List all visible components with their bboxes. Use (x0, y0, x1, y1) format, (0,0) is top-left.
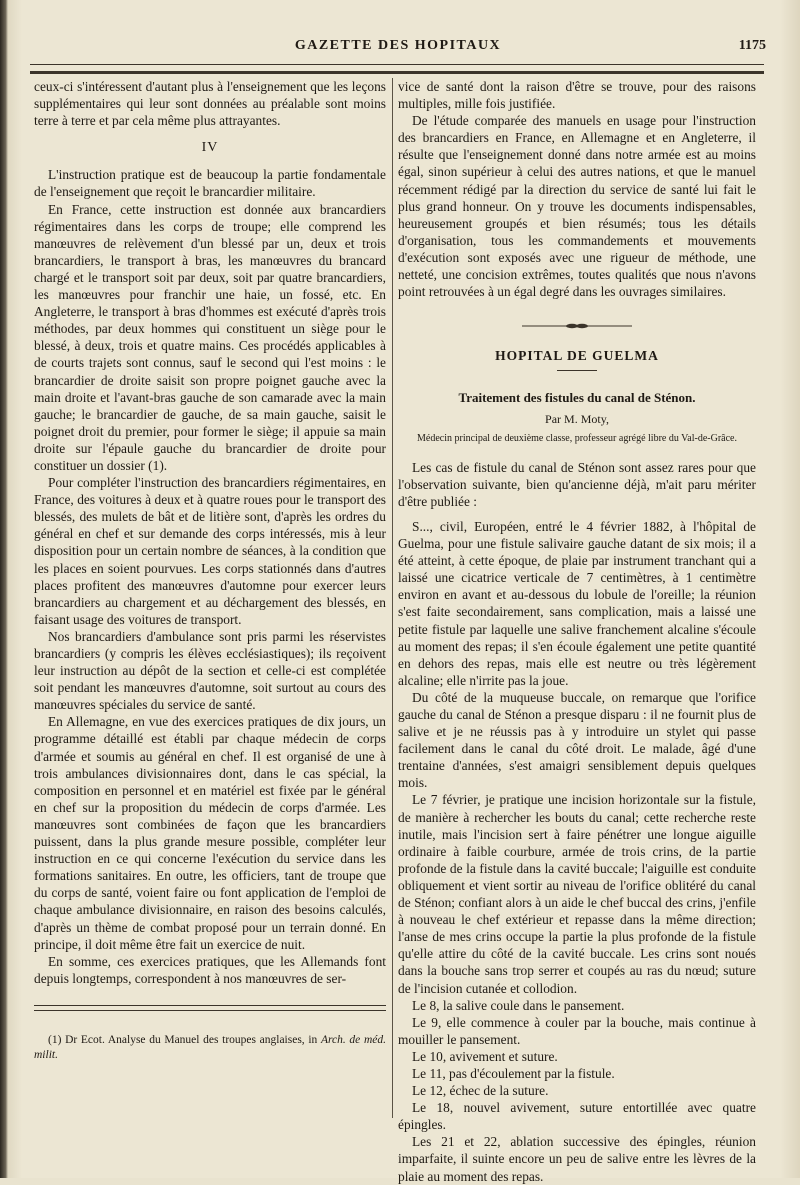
column-divider (392, 78, 393, 1118)
heading-rule (557, 370, 597, 371)
section-ornament (398, 316, 756, 333)
header-rule (30, 64, 764, 65)
footnote-rule (34, 1005, 386, 1006)
paragraph: Les 21 et 22, ablation successive des épingles, réunion imparfaite, il suinte encore un peu de salive entre les lèvres de la plaie au moment des repas. (398, 1134, 756, 1184)
left-column (34, 78, 386, 1063)
paragraph: ceux-ci s'intéressent d'autant plus à l'enseignement que les leçons supplémentaires qui leur sont données au préalable sont moins terre à terre et par cela même plus attrayantes. (34, 79, 386, 129)
paragraph: vice de santé dont la raison d'être se trouve, pour des raisons multiples, mille fois justifiée. (398, 79, 756, 112)
paragraph: En somme, ces exercices pratiques, que les Allemands font depuis longtemps, correspondent à nos manœuvres de ser- (34, 953, 386, 986)
paragraph: Le 18, nouvel avivement, suture entortillée avec quatre épingles. (398, 1100, 756, 1133)
paragraph: L'instruction pratique est de beaucoup la partie fondamentale de l'enseignement que reçoit le brancardier militaire. (34, 167, 386, 200)
book-spine (0, 0, 8, 1178)
paragraph: Le 8, la salive coule dans le pansement. (412, 997, 625, 1013)
page-number: 1175 (738, 38, 766, 53)
paragraph: S..., civil, Européen, entré le 4 février 1882, à l'hôpital de Guelma, pour une fistule salivaire gauche datant de six mois; il a été atteint, à cette époque, de plaie par instrument tranchant qui a laissé une cicatrice verticale de 7 centimètres, à 1 centimètre environ en avant et au-dessous du lobule de l'oreille; la réunion s'est faite secondairement, sans complication, mais a laissé une petite fistule par laquelle une salive franchement alcaline s'écoule au moment des repas; il s'en écoule également une petite quantité en dehors des repas, mais elle est neutre ou très légèrement alcaline; elle n'irrite pas la joue. (398, 518, 756, 688)
paragraph: Pour compléter l'instruction des brancardiers régimentaires, en France, des voitures à deux et à quatre roues pour le transport des blessés, des mulets de bât et de litière sont, d'après les ordres du général en chef et sur demande des corps intéressés, mis à leur disposition pour un certain nombre de séances, à la condition que les places en soient pourvues. Les corps stationnés dans d'autres places profitent des manœuvres d'automne pour exercer leurs brancardiers au chargement et au déchargement des blessés, en faisant usage des voitures de transport. (34, 475, 386, 627)
paragraph: Le 7 février, je pratique une incision horizontale sur la fistule, de manière à rechercher les bouts du canal; cette recherche reste inutile, mais l'incision sert à faire pénétrer une longue aiguille ordinaire à faible courbure, armée de trois crins, de la partie profonde de la fistule dans la cavité buccale; l'aiguille est conduite obliquement et vient sortir au niveau de l'orifice oblitéré du canal de Sténon; confiant alors à un aide le chef buccal des crins, j'enfile à nouveau le chef extérieur et repasse dans la même direction; l'anse de mes crins occupe la partie la plus profonde de la fistule qu'elle attire du côté de la cavité buccale. Les crins sont noués dans la bouche sans trop serrer et coupés au ras du nœud; suture de l'incision cutanée et collodion. (398, 792, 756, 996)
paragraph: Les cas de fistule du canal de Sténon sont assez rares pour que l'observation suivante, bien qu'ancienne déjà, m'ait paru mériter d'être publiée : (398, 459, 756, 509)
paragraph: Du côté de la muqueuse buccale, on remarque que l'orifice gauche du canal de Sténon a presque disparu : il ne fournit plus de salive et je ne réussis pas à y introduire un stylet qui passe facilement dans le canal du côté droit. Le malade, âgé d'une trentaine d'années, s'est amaigri sensiblement depuis quelques mois. (398, 689, 756, 791)
paragraph: Le 9, elle commence à couler par la bouche, mais continue à mouiller le pansement. (398, 1014, 756, 1047)
footnote-text: (1) Dr Ecot. Analyse du Manuel des troupes anglaises, in (48, 1033, 321, 1046)
author-affiliation: Médecin principal de deuxième classe, professeur agrégé libre du Val-de-Grâce. (417, 432, 737, 444)
right-column (398, 78, 756, 1185)
article-title: Traitement des fistules du canal de Sténon. (458, 390, 696, 406)
paragraph: Nos brancardiers d'ambulance sont pris parmi les réservistes brancardiers (y compris les élèves ecclésiastiques); ils reçoivent leur instruction au dépôt de la section et celle-ci est complétée soit pendant les manœuvres d'automne, soit surtout au cours des manœuvres spéciales du service de santé. (34, 628, 386, 713)
journal-title: GAZETTE DES HOPITAUX (294, 38, 502, 53)
section-number: IV (201, 140, 219, 156)
footnote-rule-thin (34, 1010, 386, 1011)
paragraph: Le 12, échec de la suture. (412, 1083, 549, 1099)
paragraph: En Allemagne, en vue des exercices pratiques de dix jours, un programme détaillé est établi par chaque médecin de corps d'armée et soumis au général en chef. Il est organisé de une à trois ambulances divisionnaires dont, dans le cas spécial, la composition en personnel et en matériel est fixée par le général en chef sur la proposition du médecin de corps d'armée. Les manœuvres sont combinées de façon que les brancardiers puissent, dans la plus grande mesure possible, compléter leur instruction en ce qui concerne l'exécution du service dans les formations sanitaires. En outre, les officiers, tant de troupe que du corps de santé, voient faire ou font application de l'emploi de chaque ambulance divisionnaire, en raison des besoins calculés, d'après un thème de combat proposé pour un terrain donné. En principe, il doit même être fait un exercice de nuit. (34, 714, 386, 952)
footnote (34, 1033, 386, 1063)
page-header (30, 38, 766, 58)
hospital-heading: HOPITAL DE GUELMA (495, 348, 659, 364)
spacer (398, 510, 756, 518)
paragraph: Le 11, pas d'écoulement par la fistule. (412, 1065, 615, 1081)
article-author: Par M. Moty, (545, 411, 609, 426)
paragraph: De l'étude comparée des manuels en usage pour l'instruction des brancardiers en France, en Allemagne et en Angleterre, il résulte que l'enseignement donné dans notre armée est au moins égal, sinon supérieur à celui des autres nations, et que le manuel récemment rédigé par la direction du service de santé lui fait le plus grand honneur. On y trouve les documents indispensables, heureusement groupés et bien résumés; tous les détails d'organisation, tous les commandements et mouvements d'exécution sont exposés avec une rigueur de méthode, une netteté, une concision extrêmes, toutes qualités que nous n'avons point retrouvées à un égal degré dans les ouvrages similaires. (398, 113, 756, 300)
header-double-rule (30, 71, 764, 74)
footnote-citation: Arch. de méd. milit. (34, 1033, 386, 1061)
paragraph: Le 10, avivement et suture. (412, 1048, 558, 1064)
paragraph: En France, cette instruction est donnée aux brancardiers régimentaires dans les corps de troupe; elle comprend les manœuvres de relèvement d'un blessé par un, deux et trois brancardiers, le transport à bras, les manœuvres du brancard chargé et le transport soit par deux, soit par quatre brancardiers, les manœuvres pour franchir une haie, un fossé, etc. En Angleterre, le transport à bras d'hommes est exécuté d'après trois méthodes, par deux hommes qui constituent un siège pour le blessé, à deux, trois et quatre mains. Ces procédés applicables à de courts trajets sont connus, sauf le second qui l'est moins : le brancardier de droite saisit son propre poignet gauche avec la main droite et l'avant-bras gauche de son camarade avec la main gauche; le brancardier de gauche, de sa main gauche, saisit le poignet droit du premier, pour former le siège; il appuie sa main droite sur l'épaule gauche du brancardier de droite pour constituer un dossier (1). (34, 201, 386, 473)
